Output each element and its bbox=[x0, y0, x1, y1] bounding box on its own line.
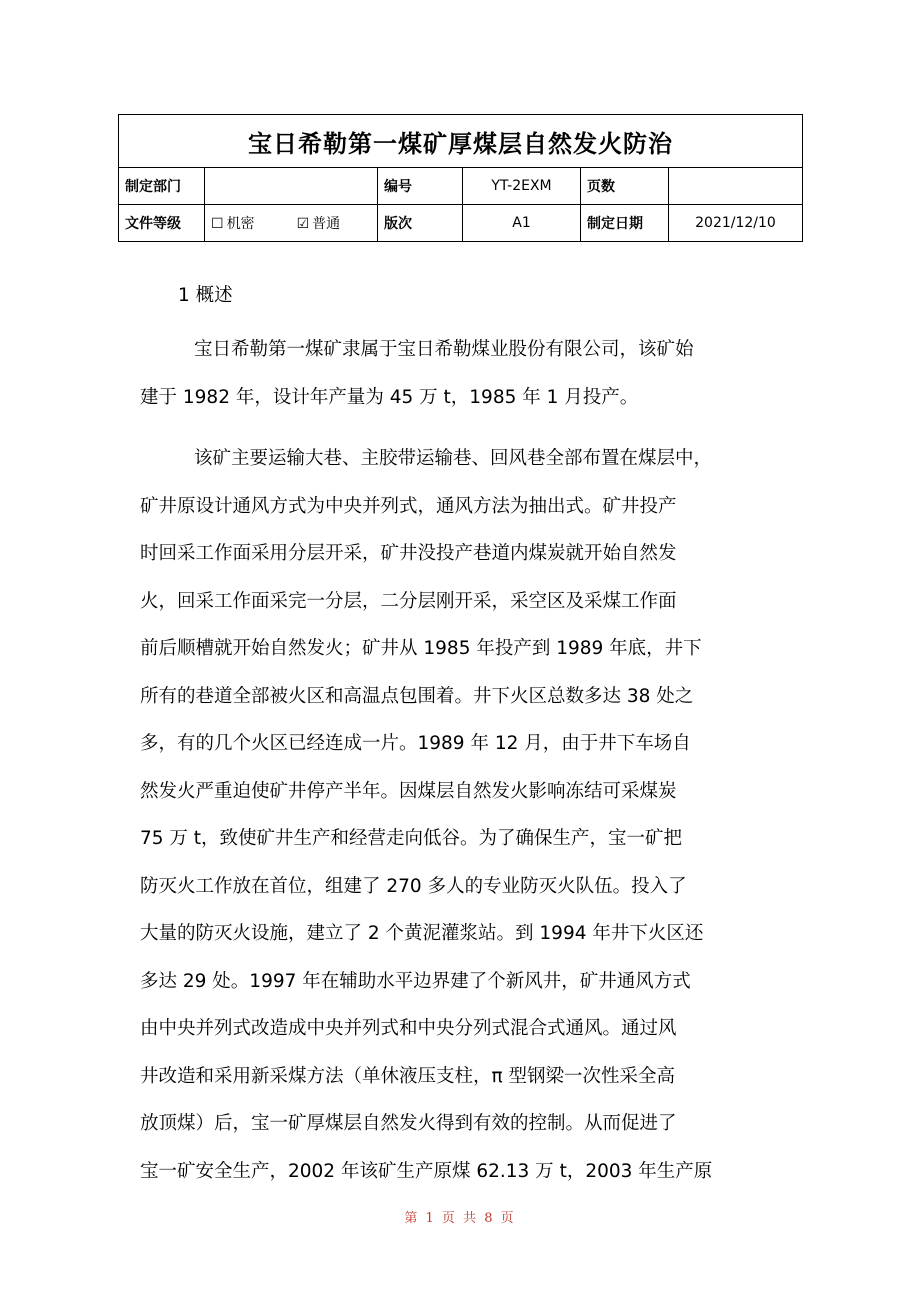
paragraph-line: 由中央并列式改造成中央并列式和中央分列式混合式通风。通过风 bbox=[140, 1018, 677, 1039]
section-heading: 1 概述 bbox=[178, 285, 233, 306]
version-value: A1 bbox=[463, 205, 581, 242]
version-label: 版次 bbox=[378, 205, 463, 242]
paragraph-line: 然发火严重迫使矿井停产半年。因煤层自然发火影响冻结可采煤炭 bbox=[140, 780, 677, 802]
paragraph-line: 大量的防灭火设施，建立了 2 个黄泥灌浆站。到 1994 年井下火区还 bbox=[140, 923, 704, 944]
checkbox-checked-icon: ☑ bbox=[296, 216, 310, 232]
grade-secret-label: 机密 bbox=[226, 216, 255, 232]
paragraph-line: 所有的巷道全部被火区和高温点包围着。井下火区总数多达 38 处之 bbox=[140, 685, 694, 707]
paragraph-line: 时回采工作面采用分层开采，矿井没投产巷道内煤炭就开始自然发 bbox=[140, 543, 677, 564]
document-header-table bbox=[118, 114, 803, 242]
date-value: 2021/12/10 bbox=[669, 205, 803, 242]
code-label: 编号 bbox=[378, 168, 463, 205]
paragraph-line: 放顶煤）后，宝一矿厚煤层自然发火得到有效的控制。从而促进了 bbox=[140, 1113, 677, 1134]
paragraph-line: 井改造和采用新采煤方法（单休液压支柱，π 型钢梁一次性采全高 bbox=[140, 1065, 676, 1087]
paragraph-1 bbox=[140, 326, 780, 421]
pages-value bbox=[669, 168, 803, 205]
paragraph-line: 75 万 t，致使矿井生产和经营走向低谷。为了确保生产，宝一矿把 bbox=[140, 828, 683, 849]
dept-label: 制定部门 bbox=[119, 168, 205, 205]
grade-options bbox=[205, 205, 378, 242]
paragraph-line: 该矿主要运输大巷、主胶带运输巷、回风巷全部布置在煤层中， bbox=[194, 448, 713, 469]
checkbox-unchecked-icon: ☐ bbox=[211, 216, 224, 232]
paragraph-2 bbox=[140, 435, 780, 1195]
date-label: 制定日期 bbox=[581, 205, 669, 242]
paragraph-line: 建于 1982 年，设计年产量为 45 万 t，1985 年 1 月投产。 bbox=[140, 386, 639, 408]
grade-normal-label: 普通 bbox=[312, 216, 341, 232]
grade-label: 文件等级 bbox=[119, 205, 205, 242]
page-number-footer: 第 1 页 共 8 页 bbox=[404, 1211, 516, 1226]
document-body bbox=[140, 280, 780, 1195]
code-value: YT-2EXM bbox=[463, 168, 581, 205]
paragraph-line: 宝一矿安全生产，2002 年该矿生产原煤 62.13 万 t，2003 年生产原 bbox=[140, 1160, 713, 1182]
paragraph-line: 火，回采工作面采完一分层，二分层刚开采，采空区及采煤工作面 bbox=[140, 590, 677, 612]
pages-label: 页数 bbox=[581, 168, 669, 205]
document-title: 宝日希勒第一煤矿厚煤层自然发火防治 bbox=[119, 115, 803, 168]
paragraph-line: 宝日希勒第一煤矿隶属于宝日希勒煤业股份有限公司，该矿始 bbox=[194, 339, 694, 360]
paragraph-line: 前后顺槽就开始自然发火；矿井从 1985 年投产到 1989 年底，井下 bbox=[140, 638, 702, 659]
paragraph-line: 矿井原设计通风方式为中央并列式，通风方法为抽出式。矿井投产 bbox=[140, 495, 677, 517]
paragraph-line: 多达 29 处。1997 年在辅助水平边界建了个新风井，矿井通风方式 bbox=[140, 970, 691, 992]
paragraph-line: 多，有的几个火区已经连成一片。1989 年 12 月，由于井下车场自 bbox=[140, 733, 691, 754]
paragraph-line: 防灭火工作放在首位，组建了 270 多人的专业防灭火队伍。投入了 bbox=[140, 875, 687, 897]
dept-value bbox=[205, 168, 378, 205]
